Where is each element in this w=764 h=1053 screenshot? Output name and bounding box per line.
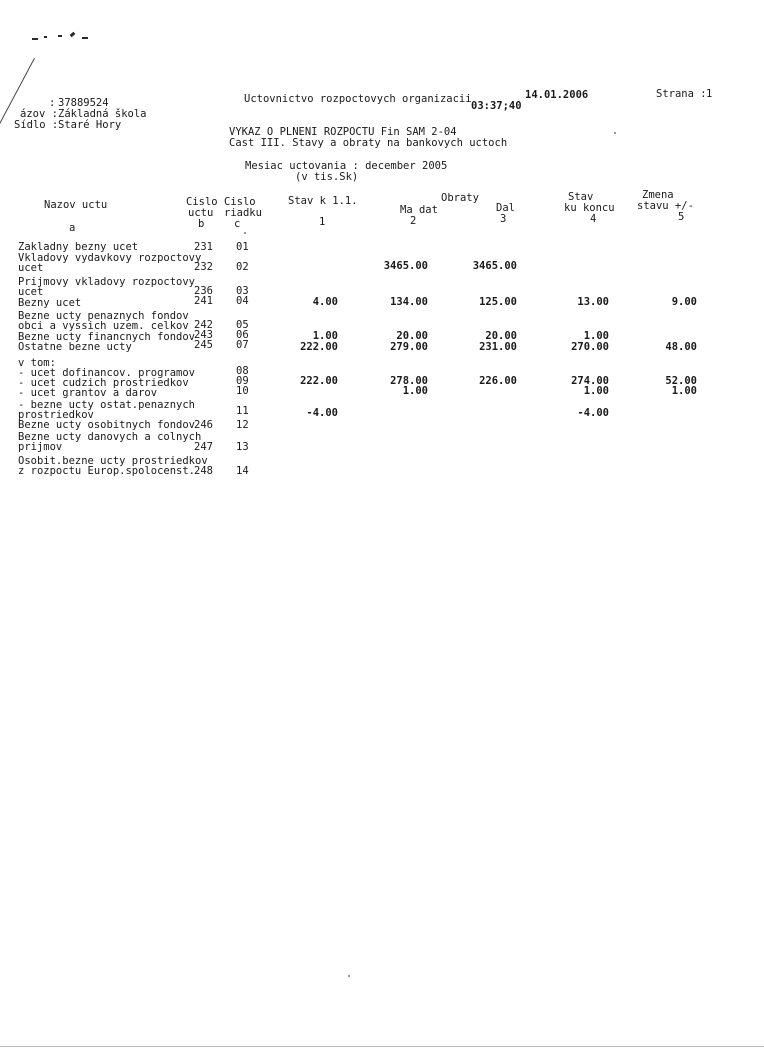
nazov-value: Základná škola [58,108,147,120]
unit: (v tis.Sk) [295,171,359,183]
row-line: 10 [236,385,249,397]
row-line: 02 [236,261,249,273]
col-dal-code: 3 [500,213,507,225]
row-dal: 20.00 [485,330,517,342]
row-dal: 226.00 [479,375,517,387]
col-stav-k-code: 1 [319,216,326,228]
row-stav-konec: 270.00 [571,341,609,353]
row-ma-dat: 278.00 [390,375,428,387]
row-stav-k: 1.00 [312,330,338,342]
row-stav-konec: -4.00 [577,407,609,419]
row-line: 13 [236,441,249,453]
row-ma-dat: 3465.00 [383,260,428,272]
row-stav-k: -4.00 [306,407,338,419]
scan-speck [614,132,616,134]
row-line: 09 [236,375,249,387]
row-stav-konec: 13.00 [577,296,609,308]
row-ma-dat: 1.00 [402,385,428,397]
row-name: Bezne ucty financnych fondov [18,331,196,343]
report-subtitle: Cast III. Stavy a obraty na bankovych uctoch [229,137,508,149]
scan-speck [348,975,350,977]
row-name: Vkladovy vydavkovy rozpoctovy [18,251,202,264]
row-line: 12 [236,419,249,431]
ico-value: 37889524 [58,97,109,109]
row-ma-dat: 134.00 [390,296,428,308]
row-ma-dat: 279.00 [390,341,428,353]
row-account: 243 [194,329,213,341]
period: Mesiac uctovania : december 2005 [245,160,448,172]
row-line: 01 [236,241,249,253]
row-ma-dat: 20.00 [396,330,428,342]
scan-mark [70,32,76,38]
col-cislo-uctu: Cislo [186,196,218,208]
row-name: ucet [18,286,44,298]
sidlo-label: Sídlo : [14,119,59,131]
system-name: Uctovnictvo rozpoctovych organizacii [244,93,472,105]
row-stav-k: 4.00 [312,296,338,308]
scan-speck [244,232,246,234]
report-date: 14.01.2006 [525,89,589,101]
page-number: 1 [706,88,713,100]
row-name: - bezne ucty ostat.penaznych [18,398,196,411]
report-time: 03:37;40 [471,100,522,112]
row-line: 04 [236,295,249,307]
row-name: obci a vyssich uzem. celkov [18,320,189,332]
row-account: 231 [194,241,213,253]
row-account: 246 [194,419,213,431]
page-label: Strana : [656,88,707,100]
row-name: Ostatne bezne ucty [18,341,132,353]
row-dal: 3465.00 [472,260,517,272]
row-line: 06 [236,329,249,341]
col-obraty: Obraty [441,192,479,204]
col-zmena-2: stavu +/- [637,200,694,212]
row-name: - ucet grantov a darov [18,387,158,399]
row-name: prostriedkov [18,409,94,421]
row-stav-konec: 274.00 [571,375,609,387]
row-name: ucet [18,262,44,274]
col-zmena-code: 5 [678,211,685,223]
page-edge [0,1046,764,1047]
col-cislo-uctu-code: b [198,218,205,230]
row-zmena: 1.00 [671,385,697,397]
col-cislo-uctu-2: uctu [188,207,214,219]
row-account: 247 [194,441,213,453]
scan-mark [82,37,88,39]
col-stav-konec-code: 4 [590,213,597,225]
scan-mark [58,35,62,37]
col-ma-dat: Ma dat [400,204,438,216]
report-title: VYKAZ O PLNENI ROZPOCTU Fin SAM 2-04 [229,126,457,138]
col-cislo-riadku-code: c [234,218,241,230]
row-stav-k: 222.00 [300,375,338,387]
row-account: 232 [194,261,213,273]
row-zmena: 9.00 [671,296,697,308]
row-account: 248 [194,465,213,477]
row-dal: 231.00 [479,341,517,353]
scan-mark [32,38,38,40]
row-line: 14 [236,465,249,477]
row-line: 08 [236,365,249,377]
col-stav-k: Stav k 1.1. [288,195,358,207]
row-name: z rozpoctu Europ.spolocenst. [18,465,196,477]
col-dal: Dal [496,202,515,214]
row-name: v tom: [18,356,56,369]
row-name: Prijmovy vkladovy rozpoctovy [18,275,196,288]
row-name: Bezny ucet [18,297,82,309]
nazov-label: ázov : [20,108,58,120]
row-zmena: 52.00 [665,375,697,387]
scan-mark [44,36,47,38]
row-line: 07 [236,339,249,351]
col-nazov-code: a [69,222,76,234]
row-line: 03 [236,285,249,297]
row-name: Zakladny bezny ucet [18,241,139,253]
col-zmena: Zmena [642,189,674,201]
col-stav-konec: Stav [568,191,594,203]
row-line: 05 [236,319,249,331]
col-ma-dat-code: 2 [410,215,417,227]
row-stav-konec: 1.00 [583,330,609,342]
row-dal: 125.00 [479,296,517,308]
row-name: Bezne ucty osobitnych fondov [18,419,196,431]
row-name: Bezne ucty penaznych fondov [18,309,189,322]
row-stav-konec: 1.00 [583,385,609,397]
row-name: - ucet cudzich prostriedkov [18,377,189,389]
row-line: 11 [236,405,249,417]
row-stav-k: 222.00 [300,341,338,353]
row-name: Bezne ucty danovych a colnych [18,430,202,443]
col-nazov: Nazov uctu [44,199,108,211]
col-stav-konec-2: ku koncu [564,202,615,214]
ico-label: : [49,97,56,109]
row-account: 241 [194,295,213,307]
row-account: 236 [194,285,213,297]
row-name: Osobit.bezne ucty prostriedkov [18,454,208,467]
col-cislo-riadku-2: riadku [224,207,262,219]
row-name: prijmov [18,441,63,453]
col-cislo-riadku: Cislo [224,196,256,208]
row-account: 242 [194,319,213,331]
row-name: - ucet dofinancov. programov [18,367,196,379]
sidlo-value: Staré Hory [58,119,122,131]
row-account: 245 [194,339,213,351]
row-zmena: 48.00 [665,341,697,353]
